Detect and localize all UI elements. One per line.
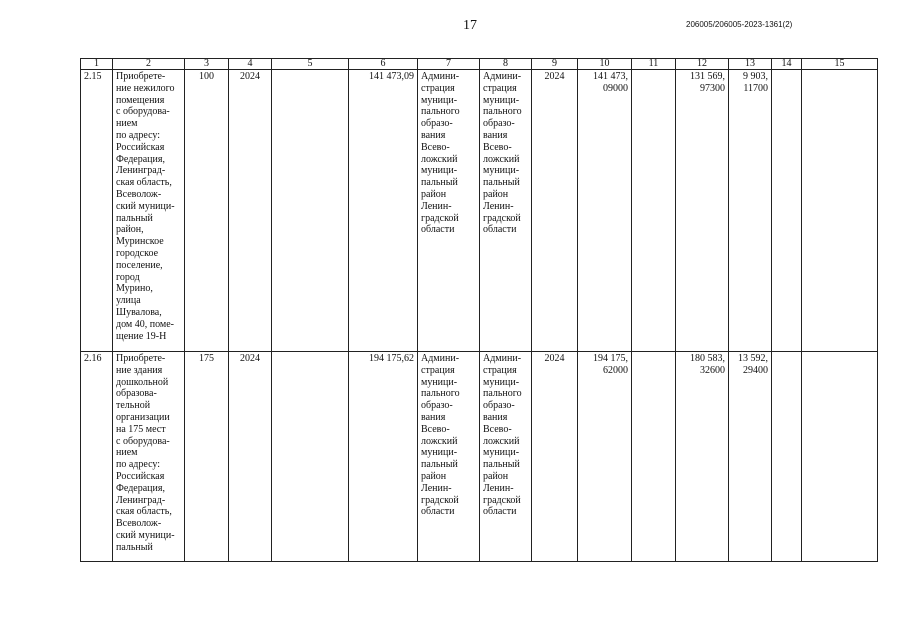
column-header: 3: [185, 59, 229, 70]
total-amount-cell: 141 473, 09000: [578, 70, 632, 352]
empty-cell: [802, 70, 878, 352]
year-cell: 2024: [532, 352, 578, 562]
column-header: 12: [676, 59, 729, 70]
cost-cell: 194 175,62: [349, 352, 418, 562]
total-amount-cell: 194 175, 62000: [578, 352, 632, 562]
capacity-cell: 175: [185, 352, 229, 562]
column-header: 5: [272, 59, 349, 70]
empty-cell: [772, 352, 802, 562]
table-row: [81, 352, 878, 562]
developer-cell: Админи- страция муници- пального образо- вания Всево- ложский муници- пальный район Ленин- градской области: [480, 70, 532, 352]
customer-cell: Админи- страция муници- пального образо- вания Всево- ложский муници- пальный район Ленин- градской области: [418, 352, 480, 562]
column-header: 7: [418, 59, 480, 70]
data-table: [80, 58, 878, 562]
column-header: 13: [729, 59, 772, 70]
column-header: 14: [772, 59, 802, 70]
empty-cell: [272, 70, 349, 352]
page-number: 17: [463, 18, 477, 33]
amount-cell: 13 592, 29400: [729, 352, 772, 562]
column-header: 10: [578, 59, 632, 70]
column-header: 9: [532, 59, 578, 70]
column-header: 11: [632, 59, 676, 70]
year-cell: 2024: [229, 352, 272, 562]
row-number: 2.15: [81, 70, 113, 352]
document-code: 206005/206005-2023-1361(2): [686, 20, 793, 29]
amount-cell: 180 583, 32600: [676, 352, 729, 562]
column-header: 2: [113, 59, 185, 70]
empty-cell: [272, 352, 349, 562]
column-header: 6: [349, 59, 418, 70]
column-header: 4: [229, 59, 272, 70]
header-row: [81, 59, 878, 70]
empty-cell: [632, 70, 676, 352]
capacity-cell: 100: [185, 70, 229, 352]
empty-cell: [772, 70, 802, 352]
cost-cell: 141 473,09: [349, 70, 418, 352]
customer-cell: Админи- страция муници- пального образо- вания Всево- ложский муници- пальный район Ленин- градской области: [418, 70, 480, 352]
year-cell: 2024: [229, 70, 272, 352]
column-header: 15: [802, 59, 878, 70]
developer-cell: Админи- страция муници- пального образо- вания Всево- ложский муници- пальный район Ленин- градской области: [480, 352, 532, 562]
amount-cell: 131 569, 97300: [676, 70, 729, 352]
year-cell: 2024: [532, 70, 578, 352]
row-number: 2.16: [81, 352, 113, 562]
table-row: [81, 70, 878, 352]
empty-cell: [632, 352, 676, 562]
empty-cell: [802, 352, 878, 562]
object-description: Приобрете- ние здания дошкольной образова- тельной организации на 175 мест с оборудова- нием по адресу: Российская Федерация, Ленинград- ская область, Всеволож- ский муници- пальный: [113, 352, 185, 562]
amount-cell: 9 903, 11700: [729, 70, 772, 352]
column-header: 8: [480, 59, 532, 70]
column-header: 1: [81, 59, 113, 70]
object-description: Приобрете- ние нежилого помещения с оборудова- нием по адресу: Российская Федерация, Ленинград- ская область, Всеволож- ский муници- пальный район, Муринское городское поселение, город Мурино, улица Шувалова, дом 40, поме- щение 19-Н: [113, 70, 185, 352]
